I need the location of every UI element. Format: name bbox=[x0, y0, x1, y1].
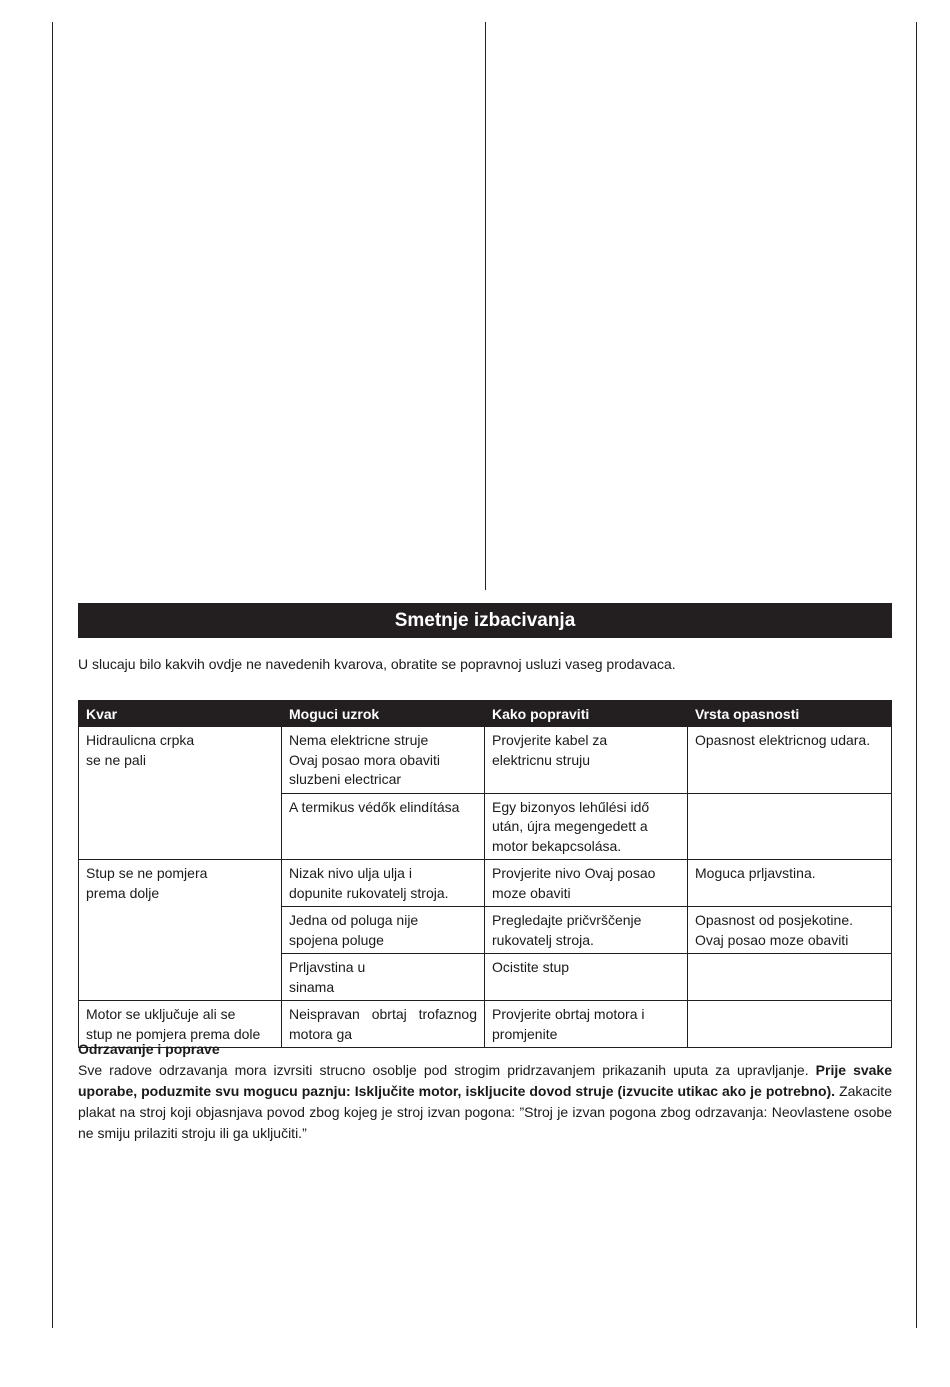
cell-line: Provjerite obrtaj motora i bbox=[492, 1006, 645, 1022]
cell-line: stup ne pomjera prema dole bbox=[86, 1025, 261, 1042]
section-title: Smetnje izbacivanja bbox=[78, 603, 892, 638]
cell-line: után, újra megengedett a bbox=[492, 818, 648, 834]
fix-cell bbox=[485, 793, 688, 860]
cell-line: Opasnost od posjekotine. bbox=[695, 912, 853, 928]
cell-line: Neispravan obrtaj trofaznog bbox=[289, 1006, 477, 1022]
cell-line: Stup se ne pomjera bbox=[86, 865, 208, 881]
hazard-cell bbox=[688, 727, 892, 794]
left-margin-rule bbox=[52, 22, 53, 1328]
cell-line: se ne pali bbox=[86, 751, 146, 768]
cell-line: promjenite bbox=[492, 1025, 558, 1042]
fix-cell bbox=[485, 727, 688, 794]
cell-line: motor bekapcsolása. bbox=[492, 837, 622, 854]
column-header-cause: Moguci uzrok bbox=[282, 701, 485, 727]
cell-line: dopunite rukovatelj stroja. bbox=[289, 884, 449, 901]
column-header-hazard: Vrsta opasnosti bbox=[688, 701, 892, 727]
cell-line: Moguca prljavstina. bbox=[695, 865, 816, 881]
hazard-cell bbox=[688, 860, 892, 907]
cell-line: sinama bbox=[289, 978, 335, 995]
table-row bbox=[79, 727, 892, 794]
cell-line: Opasnost elektricnog udara. bbox=[695, 732, 871, 748]
cell-line: A termikus védők elindítása bbox=[289, 798, 460, 815]
hazard-cell bbox=[688, 954, 892, 1001]
cell-line: Provjerite kabel za bbox=[492, 732, 608, 748]
cell-line: Motor se uključuje ali se bbox=[86, 1006, 236, 1022]
intro-text: U slucaju bilo kakvih ovdje ne navedenih kvarova, obratite se popravnoj usluzi vaseg prodavaca. bbox=[78, 656, 676, 672]
cause-cell bbox=[282, 954, 485, 1001]
cell-line: Ocistite stup bbox=[492, 959, 570, 975]
cell-line: prema dolje bbox=[86, 884, 160, 901]
cause-cell bbox=[282, 793, 485, 860]
column-header-fix: Kako popraviti bbox=[485, 701, 688, 727]
cell-line: Nizak nivo ulja ulja i bbox=[289, 865, 412, 881]
cell-line: Pregledajte pričvrščenje bbox=[492, 912, 642, 928]
cell-line: sluzbeni electricar bbox=[289, 771, 402, 787]
cell-line: Prljavstina u bbox=[289, 959, 366, 975]
cell-line: rukovatelj stroja. bbox=[492, 931, 594, 948]
fault-cell bbox=[79, 727, 282, 860]
column-header-fault: Kvar bbox=[79, 701, 282, 727]
troubleshooting-table bbox=[78, 700, 892, 1048]
right-margin-rule bbox=[916, 22, 917, 1328]
maintenance-text: Sve radove odrzavanja mora izvrsiti strucno osoblje pod strogim pridrzavanjem prikazanih uputa za upravljanje. bbox=[78, 1062, 816, 1078]
cell-line: elektricnu struju bbox=[492, 751, 591, 768]
cell-line: Hidraulicna crpka bbox=[86, 732, 195, 748]
maintenance-heading: Odrzavanje i poprave bbox=[78, 1041, 220, 1057]
maintenance-section bbox=[78, 1039, 892, 1144]
fix-cell bbox=[485, 860, 688, 907]
cell-line: Provjerite nivo Ovaj posao bbox=[492, 865, 656, 881]
cell-line: Ovaj posao moze obaviti bbox=[695, 931, 849, 948]
cause-cell bbox=[282, 727, 485, 794]
cell-line: Jedna od poluga nije bbox=[289, 912, 419, 928]
cell-line: Ovaj posao mora obaviti bbox=[289, 751, 440, 768]
fix-cell bbox=[485, 907, 688, 954]
fault-cell bbox=[79, 860, 282, 1001]
cell-line: Egy bizonyos lehűlési idő bbox=[492, 798, 650, 815]
cause-cell bbox=[282, 907, 485, 954]
column-divider-rule bbox=[485, 22, 486, 590]
cell-line: motora ga bbox=[289, 1025, 353, 1042]
table-row bbox=[79, 860, 892, 907]
hazard-cell bbox=[688, 907, 892, 954]
cell-line: Nema elektricne struje bbox=[289, 732, 429, 748]
cell-line: moze obaviti bbox=[492, 884, 571, 901]
cell-line: spojena poluge bbox=[289, 931, 384, 948]
hazard-cell bbox=[688, 793, 892, 860]
cause-cell bbox=[282, 860, 485, 907]
maintenance-warning: Prije svake uporabe, poduzmite svu mogucu paznju: Isključite motor, iskljucite dovod struje (izvucite utikac ako je potrebno). bbox=[78, 1062, 893, 1099]
fix-cell bbox=[485, 954, 688, 1001]
maintenance-text-continued: Zakacite plakat na stroj koji objasnjava povod zbog kojeg je stroj izvan pogona: ”Stroj je izvan pogona zbog odrzavanja: Neovlastene osobe ne smiju prilaziti stroju ili ga uključiti.” bbox=[78, 1083, 892, 1141]
table-header-row bbox=[79, 701, 892, 727]
